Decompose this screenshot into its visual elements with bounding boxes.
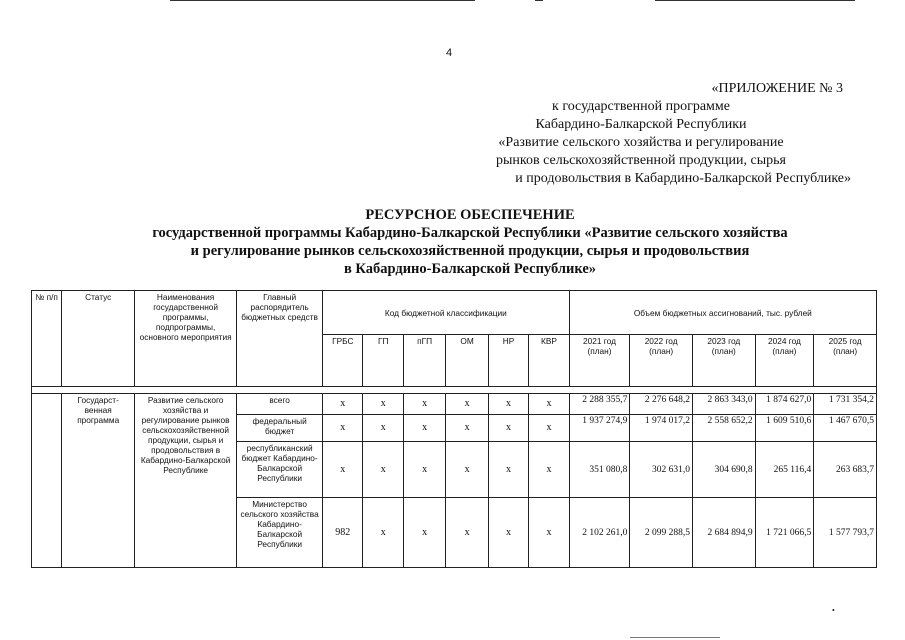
code-cell: х (363, 394, 403, 415)
header-om: ОМ (446, 335, 488, 387)
resource-table (31, 290, 877, 568)
code-cell: х (403, 394, 445, 415)
code-cell: х (488, 415, 528, 442)
header-funds-group: Объем бюджетных ассигнований, тыс. рублей (569, 291, 876, 335)
status-cell: Государст-венная программа (62, 394, 135, 568)
header-year-2025: 2025 год (план) (814, 335, 877, 387)
appendix-line: рынков сельскохозяйственной продукции, сырья (496, 153, 786, 168)
header-year-2024: 2024 год (план) (755, 335, 814, 387)
header-gp: ГП (363, 335, 403, 387)
code-cell: х (529, 442, 569, 498)
value-cell: 1 874 627,0 (755, 394, 814, 415)
code-cell: х (446, 415, 488, 442)
code-cell: х (323, 415, 363, 442)
spacer-row (32, 387, 877, 394)
value-cell: 1 609 510,6 (755, 415, 814, 442)
appendix-line: «Развитие сельского хозяйства и регулирование (498, 135, 784, 150)
code-cell: х (363, 442, 403, 498)
header-distributor: Главный распорядитель бюджетных средств (237, 291, 323, 387)
value-cell: 1 937 274,9 (569, 415, 630, 442)
distributor-cell: Министерство сельского хозяйства Кабардино-Балкарской Республики (237, 498, 323, 568)
value-cell: 302 631,0 (630, 442, 693, 498)
title-line: и регулирование рынков сельскохозяйственной продукции, сырья и продовольствия (190, 243, 750, 259)
code-cell: х (403, 415, 445, 442)
title-line: в Кабардино-Балкарской Республике» (343, 261, 597, 277)
code-cell: х (446, 394, 488, 415)
scan-artifact-line (630, 637, 720, 638)
code-cell: х (529, 415, 569, 442)
value-cell: 265 116,4 (755, 442, 814, 498)
distributor-cell: федеральный бюджет (237, 415, 323, 442)
code-cell: х (363, 415, 403, 442)
scan-artifact-dot: • (832, 606, 835, 615)
code-cell: х (529, 498, 569, 568)
code-cell: 982 (323, 498, 363, 568)
value-cell: 2 099 288,5 (630, 498, 693, 568)
header-bcc-group: Код бюджетной классификации (323, 291, 570, 335)
code-cell: х (403, 498, 445, 568)
table-row (32, 394, 877, 415)
code-cell: х (403, 442, 445, 498)
value-cell: 263 683,7 (814, 442, 877, 498)
value-cell: 1 974 017,2 (630, 415, 693, 442)
appendix-line: к государственной программе (552, 99, 730, 114)
value-cell: 1 577 793,7 (814, 498, 877, 568)
code-cell: х (488, 394, 528, 415)
appendix-line: и продовольствия в Кабардино-Балкарской Республике» (515, 171, 851, 186)
row-number-cell (32, 394, 62, 568)
value-cell: 2 288 355,7 (569, 394, 630, 415)
value-cell: 1 731 354,2 (814, 394, 877, 415)
header-status: Статус (62, 291, 135, 387)
header-year-2021: 2021 год (план) (569, 335, 630, 387)
value-cell: 1 721 066,5 (755, 498, 814, 568)
program-name-cell: Развитие сельского хозяйства и регулирование рынков сельскохозяйственной продукции, сырья и продовольствия в Кабардино-Балкарской Республике (135, 394, 237, 568)
title-line: РЕСУРСНОЕ ОБЕСПЕЧЕНИЕ (365, 207, 575, 223)
header-pgp: пГП (403, 335, 445, 387)
appendix-title: «ПРИЛОЖЕНИЕ № 3 (711, 81, 843, 96)
code-cell: х (363, 498, 403, 568)
scan-artifact-line (535, 0, 543, 1)
appendix-block (431, 80, 851, 188)
value-cell: 2 276 648,2 (630, 394, 693, 415)
value-cell: 2 102 261,0 (569, 498, 630, 568)
code-cell: х (446, 498, 488, 568)
appendix-line: Кабардино-Балкарской Республики (535, 117, 747, 132)
code-cell: х (529, 394, 569, 415)
code-cell: х (323, 394, 363, 415)
header-nr: НР (488, 335, 528, 387)
value-cell: 351 080,8 (569, 442, 630, 498)
distributor-cell: республиканский бюджет Кабардино-Балкарской Республики (237, 442, 323, 498)
value-cell: 2 684 894,9 (692, 498, 755, 568)
header-number: № п/п (32, 291, 62, 387)
value-cell: 2 863 343,0 (692, 394, 755, 415)
value-cell: 2 558 652,2 (692, 415, 755, 442)
header-grbs: ГРБС (323, 335, 363, 387)
page-number: 4 (446, 47, 453, 59)
value-cell: 304 690,8 (692, 442, 755, 498)
header-name: Наименования государственной программы, подпрограммы, основного мероприятия (135, 291, 237, 387)
title-line: государственной программы Кабардино-Балкарской Республики «Развитие сельского хозяйства (152, 225, 788, 241)
header-kvr: КВР (529, 335, 569, 387)
code-cell: х (323, 442, 363, 498)
code-cell: х (446, 442, 488, 498)
distributor-cell: всего (237, 394, 323, 415)
code-cell: х (488, 498, 528, 568)
value-cell: 1 467 670,5 (814, 415, 877, 442)
scan-artifact-line (655, 0, 855, 1)
header-year-2023: 2023 год (план) (692, 335, 755, 387)
code-cell: х (488, 442, 528, 498)
document-title (60, 206, 880, 278)
header-year-2022: 2022 год (план) (630, 335, 693, 387)
scan-artifact-line (170, 0, 475, 1)
